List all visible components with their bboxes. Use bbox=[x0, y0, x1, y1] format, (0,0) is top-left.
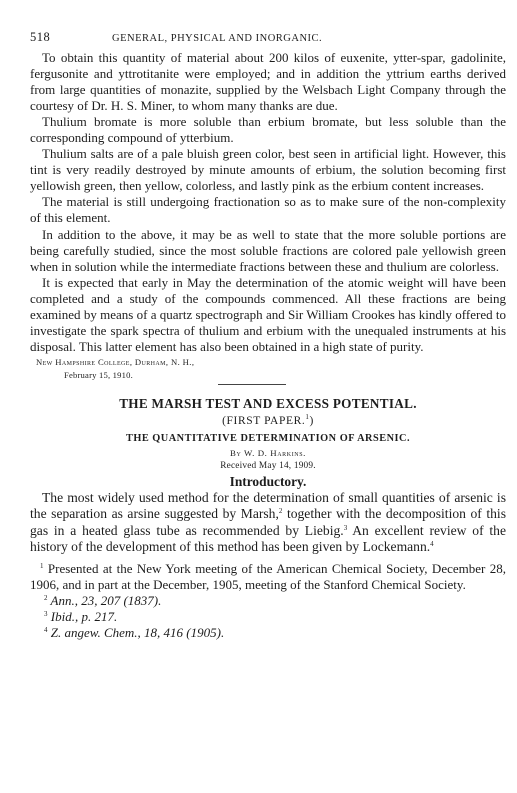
section-divider bbox=[218, 384, 286, 385]
footnote bbox=[30, 561, 506, 593]
footnote-ref: 4 bbox=[430, 540, 434, 549]
footnote-ref: 1 bbox=[305, 412, 310, 421]
paragraph: In addition to the above, it may be as well to state that the more soluble portions are being carefully studied, since the most soluble fractions are colored pale yellowish green when in solution while the intermediate fractions between these and thulium are colorless. bbox=[30, 226, 506, 274]
intro-text: An excellent review of the history of the development of this method has been given by Lockemann. bbox=[30, 522, 506, 555]
footnote-text: Ibid., p. 217. bbox=[47, 608, 118, 624]
intro-paragraph bbox=[30, 490, 506, 556]
footnote bbox=[30, 609, 506, 625]
footnote bbox=[30, 625, 506, 641]
footnote bbox=[30, 593, 506, 609]
affiliation-date: February 15, 1910. bbox=[64, 369, 133, 380]
subtitle-text: (FIRST PAPER. bbox=[222, 414, 306, 427]
footnote-mark: 3 bbox=[44, 609, 48, 618]
footnote-text: Presented at the New York meeting of the American Chemical Society, December 28, 1906, and in part at the December, 1905, meeting of the Stanford Chemical Society. bbox=[30, 560, 506, 592]
footnote-ref: 3 bbox=[343, 523, 348, 532]
received-date: Received May 14, 1909. bbox=[220, 460, 316, 471]
footnote-mark: 1 bbox=[40, 561, 44, 570]
article-subtitle-2: THE QUANTITATIVE DETERMINATION OF ARSENIC. bbox=[125, 432, 411, 444]
intro-text: together with the decomposition of this gas in a heated glass tube as recommended by Liebig. bbox=[30, 506, 506, 538]
page bbox=[30, 30, 506, 641]
paragraph: Thulium bromate is more soluble than erbium bromate, but less soluble than the corresponding compound of ytterbium. bbox=[30, 114, 506, 146]
paragraph: It is expected that early in May the determination of the atomic weight will have been completed and a study of the compounds commenced. All these fractions are being examined by means of a quartz spectrograph and Sir William Crookes has kindly offered to investigate the spark spectra of thulium and erbium with the unequaled instruments at his disposal. This latter element has also been obtained in a high state of purity. bbox=[30, 274, 506, 354]
footnote-text: Z. angew. Chem., 18, 416 (1905). bbox=[47, 624, 225, 640]
section-heading: Introductory. bbox=[229, 473, 307, 489]
running-head bbox=[30, 30, 506, 50]
footnote-text: Ann., 23, 207 (1837). bbox=[47, 592, 162, 608]
footnote-mark: 2 bbox=[44, 593, 48, 602]
paragraph: To obtain this quantity of material about 200 kilos of euxenite, ytter-spar, gadolinite, fergusonite and yttrotitanite were employed; and in addition the yttrium earths derived from large quantities of monazite, supplied by the Welsbach Light Company through the courtesy of Dr. H. S. Miner, to whom many thanks are due. bbox=[30, 50, 506, 114]
paragraph: Thulium salts are of a pale bluish green color, best seen in artificial light. However, this tint is very readily destroyed by minute amounts of erbium, the solution becoming first yellowish green, then yellow, colorless, and lastly pink as the erbium content increases. bbox=[30, 146, 506, 194]
page-number: 518 bbox=[30, 30, 51, 44]
subtitle-close: ) bbox=[309, 414, 314, 427]
footnotes bbox=[30, 561, 506, 641]
article-subtitle bbox=[30, 412, 506, 431]
author-line: By W. D. Harkins. bbox=[230, 447, 306, 458]
footnote-ref: 2 bbox=[278, 507, 283, 516]
paragraph: The material is still undergoing fractionation so as to make sure of the non-complexity of this element. bbox=[30, 194, 506, 226]
affiliation-place: New Hampshire College, Durham, N. H., bbox=[36, 356, 195, 367]
running-title: GENERAL, PHYSICAL AND INORGANIC. bbox=[112, 33, 323, 44]
body-text bbox=[30, 50, 506, 355]
intro-body bbox=[30, 490, 506, 556]
intro-text: The most widely used method for the determination of small quantities of arsenic is the separation as arsine suggested by Marsh, bbox=[30, 489, 506, 522]
article-title: THE MARSH TEST AND EXCESS POTENTIAL. bbox=[119, 395, 417, 411]
footnote-mark: 4 bbox=[44, 625, 48, 634]
